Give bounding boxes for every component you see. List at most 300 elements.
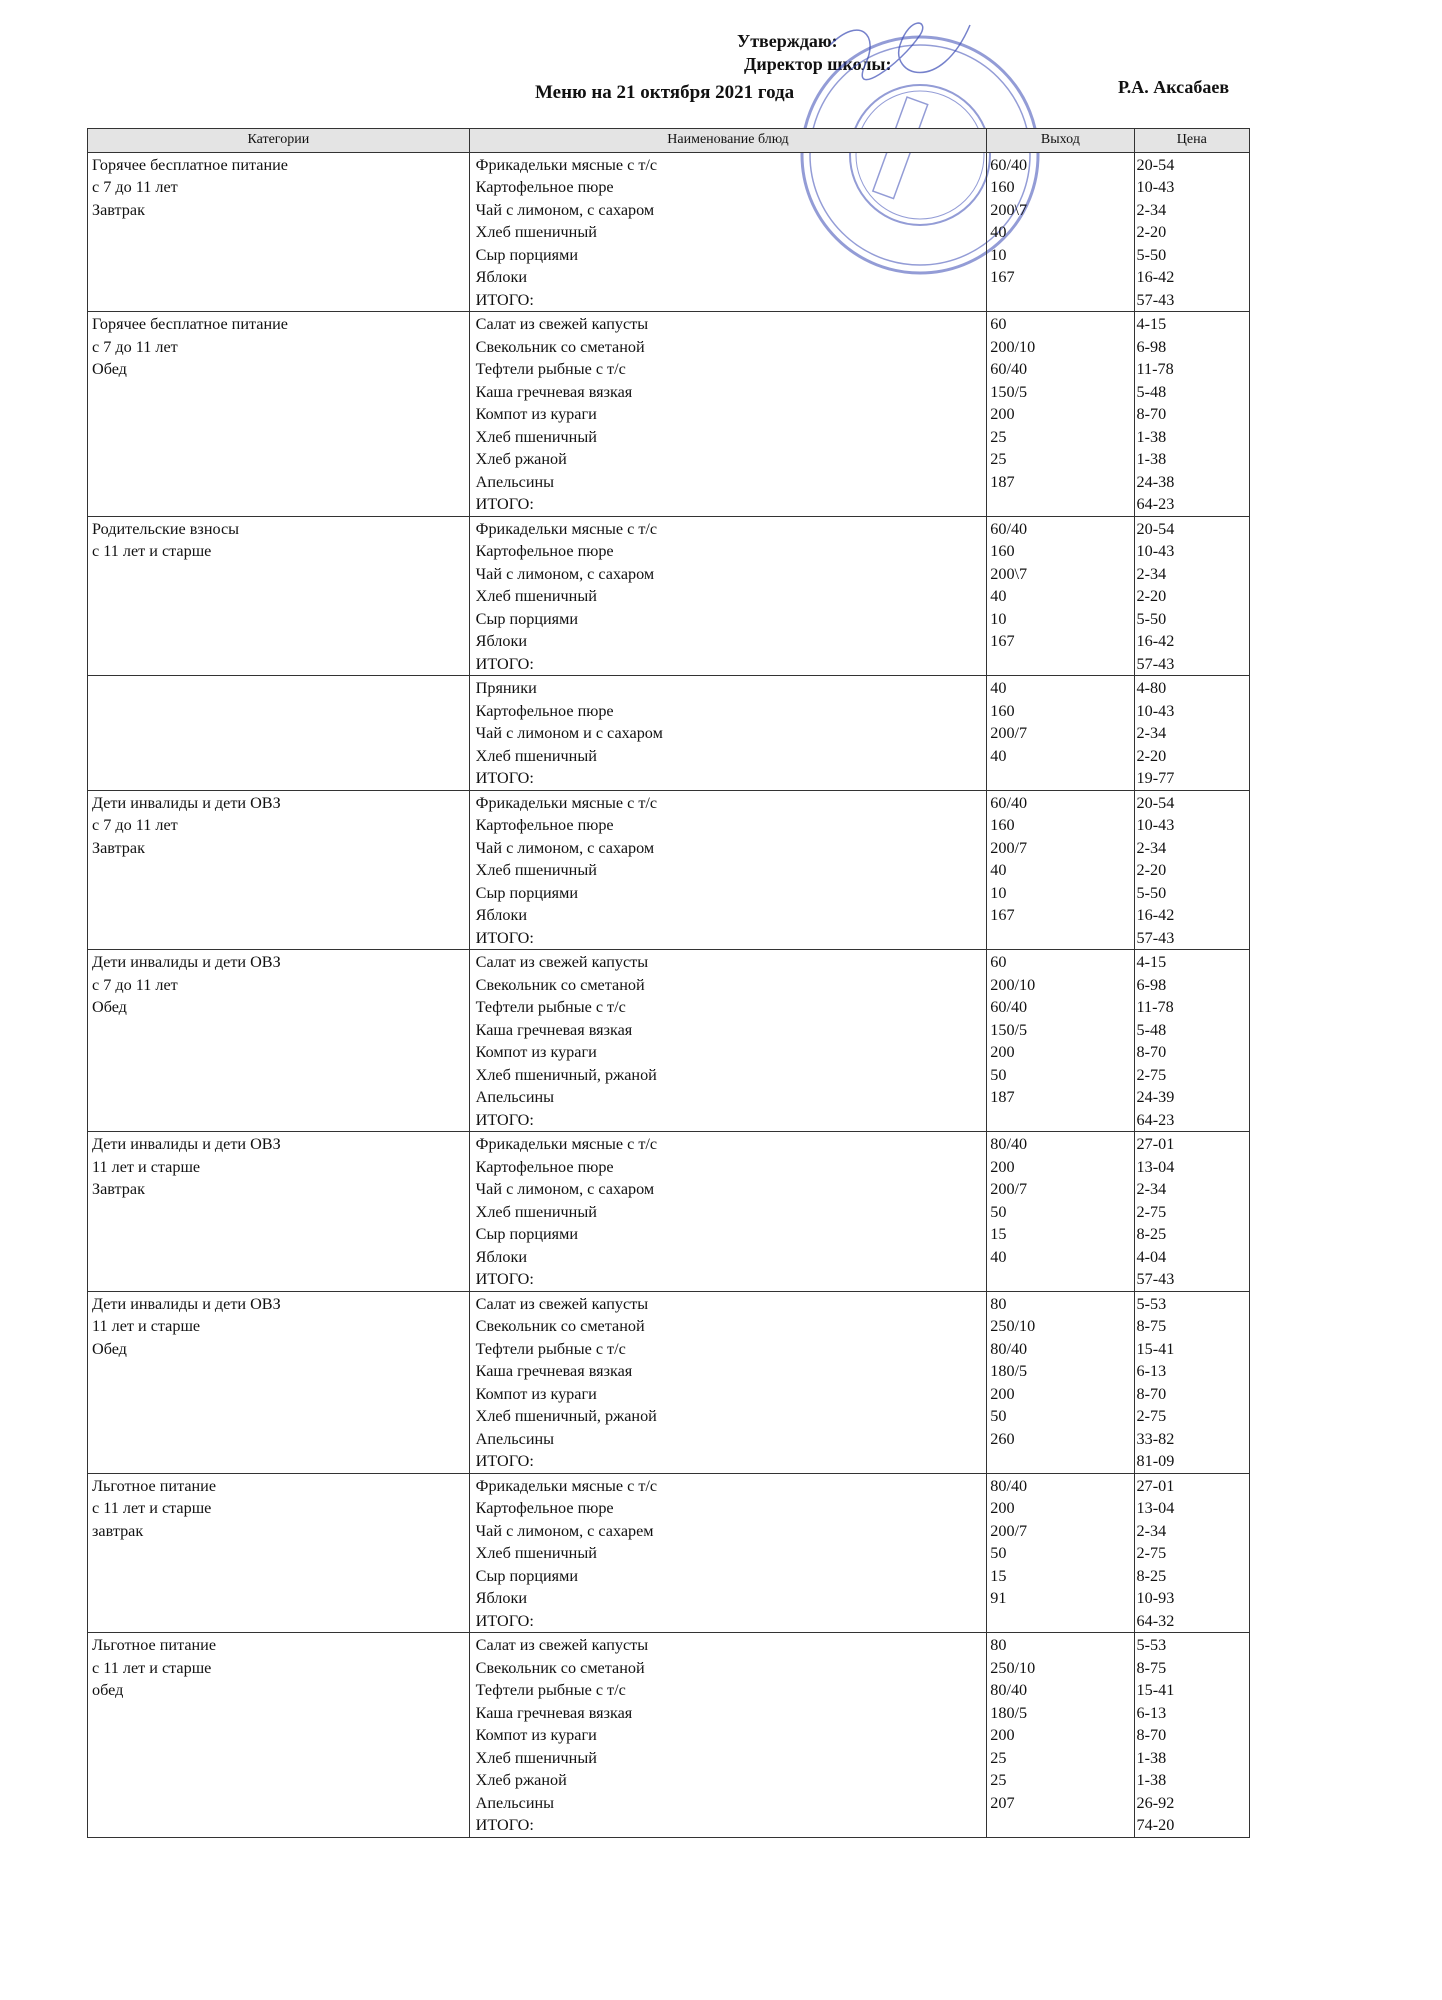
dish-price: 10-93 xyxy=(1136,1589,1175,1607)
cell-yield xyxy=(987,1473,1134,1633)
table-header-row xyxy=(88,129,1250,153)
dish-name: Свекольник со сметаной xyxy=(475,1658,645,1677)
dish-name: ИТОГО: xyxy=(475,290,534,309)
dish-yield: 250/10 xyxy=(990,1658,1036,1677)
dish-yield: 200/10 xyxy=(990,975,1036,994)
dish-name: Тефтели рыбные с т/с xyxy=(475,360,626,378)
dish-name: Картофельное пюре xyxy=(475,701,614,720)
dish-name: Картофельное пюре xyxy=(475,1157,614,1176)
dish-name: Хлеб пшеничный xyxy=(475,427,597,446)
dish-name: ИТОГО: xyxy=(475,1611,534,1630)
category-line: Льготное питание xyxy=(92,1636,217,1654)
dish-price: 19-77 xyxy=(1136,769,1175,787)
dish-name: Чай с лимоном, с сахаром xyxy=(475,564,655,583)
dish-price: 57-43 xyxy=(1136,654,1175,673)
cell-cat xyxy=(88,790,470,950)
cell-yield xyxy=(987,1291,1134,1473)
cell-yield xyxy=(987,312,1134,517)
cell-dish xyxy=(469,516,987,676)
dish-name: Хлеб пшеничный xyxy=(475,587,597,605)
cell-price xyxy=(1134,1291,1249,1473)
dish-price: 1-38 xyxy=(1136,427,1167,446)
dish-name: Картофельное пюре xyxy=(475,542,614,560)
dish-name: Компот из кураги xyxy=(475,1043,597,1061)
cell-dish xyxy=(469,312,987,517)
dish-yield: 200 xyxy=(990,1384,1015,1403)
column-header-dish: Наименование блюд xyxy=(469,129,987,153)
dish-yield: 60 xyxy=(990,953,1007,971)
cell-dish xyxy=(469,790,987,950)
dish-price: 57-43 xyxy=(1136,290,1175,309)
dish-yield: 160 xyxy=(990,701,1015,720)
dish-price: 11-78 xyxy=(1136,998,1174,1016)
cell-price xyxy=(1134,312,1249,517)
cell-price xyxy=(1134,1473,1249,1633)
dish-price: 8-25 xyxy=(1136,1225,1167,1243)
dish-yield: 160 xyxy=(990,542,1015,560)
dish-name: Картофельное пюре xyxy=(475,816,614,834)
cell-cat xyxy=(88,676,470,791)
dish-name: Хлеб ржаной xyxy=(475,1771,567,1789)
dish-yield: 80 xyxy=(990,1294,1007,1313)
signature-stroke xyxy=(830,23,970,80)
table-row xyxy=(88,152,1250,312)
dish-name: Каша гречневая вязкая xyxy=(475,1362,633,1380)
dish-yield: 10 xyxy=(990,609,1007,628)
dish-name: Салат из свежей капусты xyxy=(475,1294,649,1313)
director-name: Р.А. Аксабаев xyxy=(1118,77,1230,97)
category-line: Дети инвалиды и дети ОВЗ xyxy=(92,953,281,971)
dish-price: 57-43 xyxy=(1136,1270,1175,1288)
dish-name: Фрикадельки мясные с т/с xyxy=(475,519,658,538)
dish-price: 2-20 xyxy=(1136,746,1167,765)
category-line: с 7 до 11 лет xyxy=(92,337,178,356)
dish-name: Хлеб пшеничный, ржаной xyxy=(475,1065,657,1084)
dish-price: 8-25 xyxy=(1136,1566,1167,1585)
dish-yield: 10 xyxy=(990,245,1007,264)
dish-price: 1-38 xyxy=(1136,1748,1167,1767)
dish-yield: 40 xyxy=(990,679,1007,697)
dish-price: 15-41 xyxy=(1136,1339,1175,1358)
dish-yield xyxy=(987,289,1133,312)
dish-name: Фрикадельки мясные с т/с xyxy=(475,793,658,812)
dish-name: Чай с лимоном и с сахаром xyxy=(475,724,663,742)
dish-yield xyxy=(987,927,1133,950)
dish-name: Хлеб пшеничный, ржаной xyxy=(475,1407,657,1425)
dish-name: Сыр порциями xyxy=(475,1566,578,1585)
dish-yield: 60 xyxy=(990,315,1007,333)
dish-yield: 150/5 xyxy=(990,382,1028,401)
category-line: Льготное питание xyxy=(92,1476,217,1495)
dish-yield: 25 xyxy=(990,1771,1007,1789)
dish-yield: 187 xyxy=(990,472,1015,491)
dish-price: 27-01 xyxy=(1136,1135,1175,1153)
table-row xyxy=(88,1291,1250,1473)
dish-yield xyxy=(987,1109,1133,1132)
dish-name: Салат из свежей капусты xyxy=(475,315,649,333)
dish-yield: 150/5 xyxy=(990,1020,1028,1039)
dish-price: 8-70 xyxy=(1136,1384,1167,1403)
cell-dish xyxy=(469,1473,987,1633)
dish-price: 10-43 xyxy=(1136,701,1175,720)
dish-price: 8-70 xyxy=(1136,1726,1167,1744)
dish-price: 13-04 xyxy=(1136,1499,1175,1517)
dish-price: 8-70 xyxy=(1136,405,1167,423)
category-line: завтрак xyxy=(92,1521,144,1540)
table-row xyxy=(88,950,1250,1132)
dish-yield: 160 xyxy=(990,816,1015,834)
category-line: Родительские взносы xyxy=(92,519,240,538)
cell-yield xyxy=(987,950,1134,1132)
dish-price: 2-34 xyxy=(1136,1180,1167,1198)
dish-name: Компот из кураги xyxy=(475,1384,597,1403)
dish-yield: 200 xyxy=(990,405,1015,423)
dish-yield: 15 xyxy=(990,1566,1007,1585)
dish-price: 4-04 xyxy=(1136,1247,1167,1266)
category-line: обед xyxy=(92,1681,124,1699)
dish-yield: 40 xyxy=(990,861,1007,879)
dish-name: Картофельное пюре xyxy=(475,1499,614,1517)
dish-name: Картофельное пюре xyxy=(475,178,614,196)
dish-name: Апельсины xyxy=(475,1088,555,1106)
dish-yield: 200 xyxy=(990,1726,1015,1744)
dish-name: Чай с лимоном, с сахаром xyxy=(475,838,655,857)
dish-yield: 207 xyxy=(990,1793,1015,1812)
dish-yield: 200/10 xyxy=(990,337,1036,356)
dish-price: 2-75 xyxy=(1136,1065,1167,1084)
dish-name: ИТОГО: xyxy=(475,1270,534,1288)
dish-price: 2-34 xyxy=(1136,1521,1167,1540)
dish-price: 5-53 xyxy=(1136,1294,1167,1313)
dish-name: Апельсины xyxy=(475,1429,555,1448)
dish-name: Хлеб пшеничный xyxy=(475,223,597,241)
dish-name: Салат из свежей капусты xyxy=(475,953,649,971)
category-line: 11 лет и старше xyxy=(92,1317,201,1335)
dish-name: ИТОГО: xyxy=(475,654,534,673)
dish-name: Сыр порциями xyxy=(475,883,578,902)
dish-price: 16-42 xyxy=(1136,906,1175,924)
cell-price xyxy=(1134,790,1249,950)
dish-price: 1-38 xyxy=(1136,450,1167,468)
dish-name: ИТОГО: xyxy=(475,769,534,787)
dish-price: 2-34 xyxy=(1136,200,1167,219)
dish-price: 8-70 xyxy=(1136,1043,1167,1061)
dish-yield: 80 xyxy=(990,1636,1007,1654)
cell-cat xyxy=(88,152,470,312)
category-line: Обед xyxy=(92,360,127,378)
dish-price: 15-41 xyxy=(1136,1681,1175,1699)
dish-yield: 80/40 xyxy=(990,1339,1028,1358)
dish-price: 24-39 xyxy=(1136,1088,1175,1106)
dish-yield: 167 xyxy=(990,632,1015,650)
column-header-yield: Выход xyxy=(987,129,1134,153)
cell-yield xyxy=(987,790,1134,950)
dish-price: 2-75 xyxy=(1136,1202,1167,1221)
cell-dish xyxy=(469,1633,987,1838)
director-title: Директор школы: xyxy=(744,54,892,74)
dish-name: Фрикадельки мясные с т/с xyxy=(475,1476,658,1495)
cell-cat xyxy=(88,950,470,1132)
dish-price: 2-34 xyxy=(1136,724,1167,742)
dish-name: Апельсины xyxy=(475,472,555,491)
dish-price: 2-75 xyxy=(1136,1407,1167,1425)
category-line: Завтрак xyxy=(92,1180,145,1198)
dish-yield xyxy=(987,493,1133,516)
cell-cat xyxy=(88,1291,470,1473)
category-line: с 7 до 11 лет xyxy=(92,178,178,196)
column-header-price: Цена xyxy=(1134,129,1249,153)
dish-price: 4-15 xyxy=(1136,315,1167,333)
dish-price: 2-20 xyxy=(1136,587,1167,605)
dish-price: 74-20 xyxy=(1136,1816,1175,1834)
dish-yield: 160 xyxy=(990,178,1015,196)
dish-name: Хлеб ржаной xyxy=(475,450,567,468)
dish-name: Яблоки xyxy=(475,1589,527,1607)
dish-price: 2-34 xyxy=(1136,564,1167,583)
dish-yield: 40 xyxy=(990,587,1007,605)
dish-price: 64-32 xyxy=(1136,1611,1175,1630)
dish-name: ИТОГО: xyxy=(475,1816,534,1834)
category-line: Горячее бесплатное питание xyxy=(92,315,288,333)
dish-yield: 60/40 xyxy=(990,155,1028,174)
category-line: Дети инвалиды и дети ОВЗ xyxy=(92,793,281,812)
dish-yield: 200/7 xyxy=(990,1521,1028,1540)
dish-price: 10-43 xyxy=(1136,816,1175,834)
dish-price: 20-54 xyxy=(1136,519,1175,538)
dish-yield xyxy=(987,1268,1133,1291)
dish-price: 2-20 xyxy=(1136,861,1167,879)
cell-price xyxy=(1134,1633,1249,1838)
cell-price xyxy=(1134,676,1249,791)
cell-dish xyxy=(469,1291,987,1473)
dish-name: Тефтели рыбные с т/с xyxy=(475,1339,626,1358)
dish-name: Яблоки xyxy=(475,268,527,286)
dish-yield: 260 xyxy=(990,1429,1015,1448)
dish-price: 27-01 xyxy=(1136,1476,1175,1495)
dish-yield: 180/5 xyxy=(990,1703,1028,1722)
dish-price: 16-42 xyxy=(1136,268,1175,286)
dish-price: 6-13 xyxy=(1136,1362,1167,1380)
category-line: Завтрак xyxy=(92,838,145,857)
cell-cat xyxy=(88,1473,470,1633)
dish-name: Сыр порциями xyxy=(475,609,578,628)
dish-yield: 40 xyxy=(990,223,1007,241)
dish-yield: 50 xyxy=(990,1407,1007,1425)
dish-name: Яблоки xyxy=(475,1247,527,1266)
dish-price: 1-38 xyxy=(1136,1771,1167,1789)
dish-yield: 200 xyxy=(990,1499,1015,1517)
dish-price: 4-15 xyxy=(1136,953,1167,971)
dish-price: 81-09 xyxy=(1136,1452,1175,1470)
dish-yield: 60/40 xyxy=(990,519,1028,538)
cell-cat xyxy=(88,1633,470,1838)
cell-price xyxy=(1134,950,1249,1132)
category-line: с 11 лет и старше xyxy=(92,542,212,560)
dish-name: Яблоки xyxy=(475,906,527,924)
dish-price: 5-53 xyxy=(1136,1636,1167,1654)
dish-yield: 187 xyxy=(990,1088,1015,1106)
dish-name: Хлеб пшеничный xyxy=(475,861,597,879)
dish-name: Фрикадельки мясные с т/с xyxy=(475,1135,658,1153)
dish-name: Хлеб пшеничный xyxy=(475,1202,597,1221)
dish-name: Салат из свежей капусты xyxy=(475,1636,649,1654)
menu-table xyxy=(87,128,1250,1838)
cell-price xyxy=(1134,152,1249,312)
dish-name: Свекольник со сметаной xyxy=(475,1317,645,1335)
table-row xyxy=(88,1633,1250,1838)
dish-name: Хлеб пшеничный xyxy=(475,1748,597,1767)
dish-yield xyxy=(987,1814,1133,1837)
dish-yield: 200/7 xyxy=(990,838,1028,857)
column-header-category: Категории xyxy=(88,129,470,153)
dish-yield: 200 xyxy=(990,1157,1015,1176)
cell-price xyxy=(1134,516,1249,676)
cell-cat xyxy=(88,312,470,517)
dish-name: Хлеб пшеничный xyxy=(475,746,597,765)
dish-name: Яблоки xyxy=(475,632,527,650)
dish-name: Фрикадельки мясные с т/с xyxy=(475,155,658,174)
dish-yield: 250/10 xyxy=(990,1317,1036,1335)
dish-yield xyxy=(987,653,1133,676)
dish-price: 13-04 xyxy=(1136,1157,1175,1176)
dish-price: 2-20 xyxy=(1136,223,1167,241)
dish-yield xyxy=(987,767,1133,790)
dish-price: 5-50 xyxy=(1136,883,1167,902)
table-row xyxy=(88,790,1250,950)
table-row xyxy=(88,1132,1250,1292)
dish-yield: 200\7 xyxy=(990,564,1028,583)
cell-yield xyxy=(987,152,1134,312)
dish-yield: 25 xyxy=(990,1748,1007,1767)
category-line: Дети инвалиды и дети ОВЗ xyxy=(92,1294,281,1313)
dish-yield: 25 xyxy=(990,450,1007,468)
dish-name: Чай с лимоном, с сахаром xyxy=(475,1180,655,1198)
dish-name: Чай с лимоном, с сахарем xyxy=(475,1521,654,1540)
dish-yield: 10 xyxy=(990,883,1007,902)
dish-name: Каша гречневая вязкая xyxy=(475,1020,633,1039)
approve-label: Утверждаю: xyxy=(737,31,838,51)
table-row xyxy=(88,516,1250,676)
cell-dish xyxy=(469,152,987,312)
category-line: Обед xyxy=(92,998,127,1016)
category-line: с 11 лет и старше xyxy=(92,1499,212,1517)
dish-yield xyxy=(987,1610,1133,1633)
dish-yield: 80/40 xyxy=(990,1476,1028,1495)
dish-price: 5-50 xyxy=(1136,609,1167,628)
dish-price: 2-75 xyxy=(1136,1544,1167,1562)
dish-name: ИТОГО: xyxy=(475,1452,534,1470)
category-line: Горячее бесплатное питание xyxy=(92,155,288,174)
dish-name: Компот из кураги xyxy=(475,1726,597,1744)
table-row xyxy=(88,312,1250,517)
dish-name: Сыр порциями xyxy=(475,1225,578,1243)
dish-price: 5-50 xyxy=(1136,245,1167,264)
dish-name: Апельсины xyxy=(475,1793,555,1812)
dish-name: Компот из кураги xyxy=(475,405,597,423)
dish-yield xyxy=(987,1450,1133,1473)
dish-name: ИТОГО: xyxy=(475,928,534,947)
dish-price: 11-78 xyxy=(1136,360,1174,378)
category-line: Обед xyxy=(92,1339,127,1358)
cell-dish xyxy=(469,676,987,791)
dish-yield: 40 xyxy=(990,746,1007,765)
dish-yield: 40 xyxy=(990,1247,1007,1266)
dish-yield: 180/5 xyxy=(990,1362,1028,1380)
dish-yield: 15 xyxy=(990,1225,1007,1243)
category-line: с 7 до 11 лет xyxy=(92,975,178,994)
dish-yield: 50 xyxy=(990,1065,1007,1084)
dish-price: 10-43 xyxy=(1136,178,1175,196)
dish-price: 2-34 xyxy=(1136,838,1167,857)
dish-yield: 60/40 xyxy=(990,793,1028,812)
dish-price: 24-38 xyxy=(1136,472,1175,491)
dish-name: Каша гречневая вязкая xyxy=(475,382,633,401)
dish-price: 4-80 xyxy=(1136,679,1167,697)
dish-yield: 200 xyxy=(990,1043,1015,1061)
dish-yield: 200/7 xyxy=(990,724,1028,742)
cell-cat xyxy=(88,1132,470,1292)
dish-yield: 60/40 xyxy=(990,998,1028,1016)
menu-title: Меню на 21 октября 2021 года xyxy=(535,82,795,103)
dish-yield: 167 xyxy=(990,906,1015,924)
dish-price: 33-82 xyxy=(1136,1429,1175,1448)
dish-price: 10-43 xyxy=(1136,542,1175,560)
table-row xyxy=(88,1473,1250,1633)
dish-price: 16-42 xyxy=(1136,632,1175,650)
category-line: Завтрак xyxy=(92,200,145,219)
cell-yield xyxy=(987,1633,1134,1838)
dish-price: 57-43 xyxy=(1136,928,1175,947)
dish-name: Каша гречневая вязкая xyxy=(475,1703,633,1722)
cell-yield xyxy=(987,1132,1134,1292)
dish-price: 64-23 xyxy=(1136,1110,1175,1129)
dish-name: Чай с лимоном, с сахаром xyxy=(475,200,655,219)
dish-price: 20-54 xyxy=(1136,793,1175,812)
dish-price: 5-48 xyxy=(1136,382,1167,401)
category-line: Дети инвалиды и дети ОВЗ xyxy=(92,1135,281,1153)
dish-name: Тефтели рыбные с т/с xyxy=(475,1681,626,1699)
dish-yield: 50 xyxy=(990,1202,1007,1221)
cell-dish xyxy=(469,1132,987,1292)
dish-yield: 80/40 xyxy=(990,1135,1028,1153)
dish-name: Свекольник со сметаной xyxy=(475,337,645,356)
dish-yield: 167 xyxy=(990,268,1015,286)
dish-name: Пряники xyxy=(475,679,537,697)
dish-yield: 25 xyxy=(990,427,1007,446)
dish-price: 26-92 xyxy=(1136,1793,1175,1812)
table-row xyxy=(88,676,1250,791)
dish-name: ИТОГО: xyxy=(475,495,534,513)
dish-yield: 200\7 xyxy=(990,200,1028,219)
dish-price: 6-98 xyxy=(1136,975,1167,994)
category-line: 11 лет и старше xyxy=(92,1157,201,1176)
category-line: с 7 до 11 лет xyxy=(92,816,178,834)
dish-name: Свекольник со сметаной xyxy=(475,975,645,994)
dish-yield: 80/40 xyxy=(990,1681,1028,1699)
dish-yield: 91 xyxy=(990,1589,1007,1607)
dish-name: Сыр порциями xyxy=(475,245,578,264)
menu-table-body xyxy=(88,152,1250,1837)
dish-name: Хлеб пшеничный xyxy=(475,1544,597,1562)
cell-yield xyxy=(987,516,1134,676)
cell-price xyxy=(1134,1132,1249,1292)
dish-price: 64-23 xyxy=(1136,495,1175,513)
dish-yield: 60/40 xyxy=(990,360,1028,378)
cell-yield xyxy=(987,676,1134,791)
dish-name: ИТОГО: xyxy=(475,1110,534,1129)
dish-yield: 200/7 xyxy=(990,1180,1028,1198)
dish-price: 6-13 xyxy=(1136,1703,1167,1722)
